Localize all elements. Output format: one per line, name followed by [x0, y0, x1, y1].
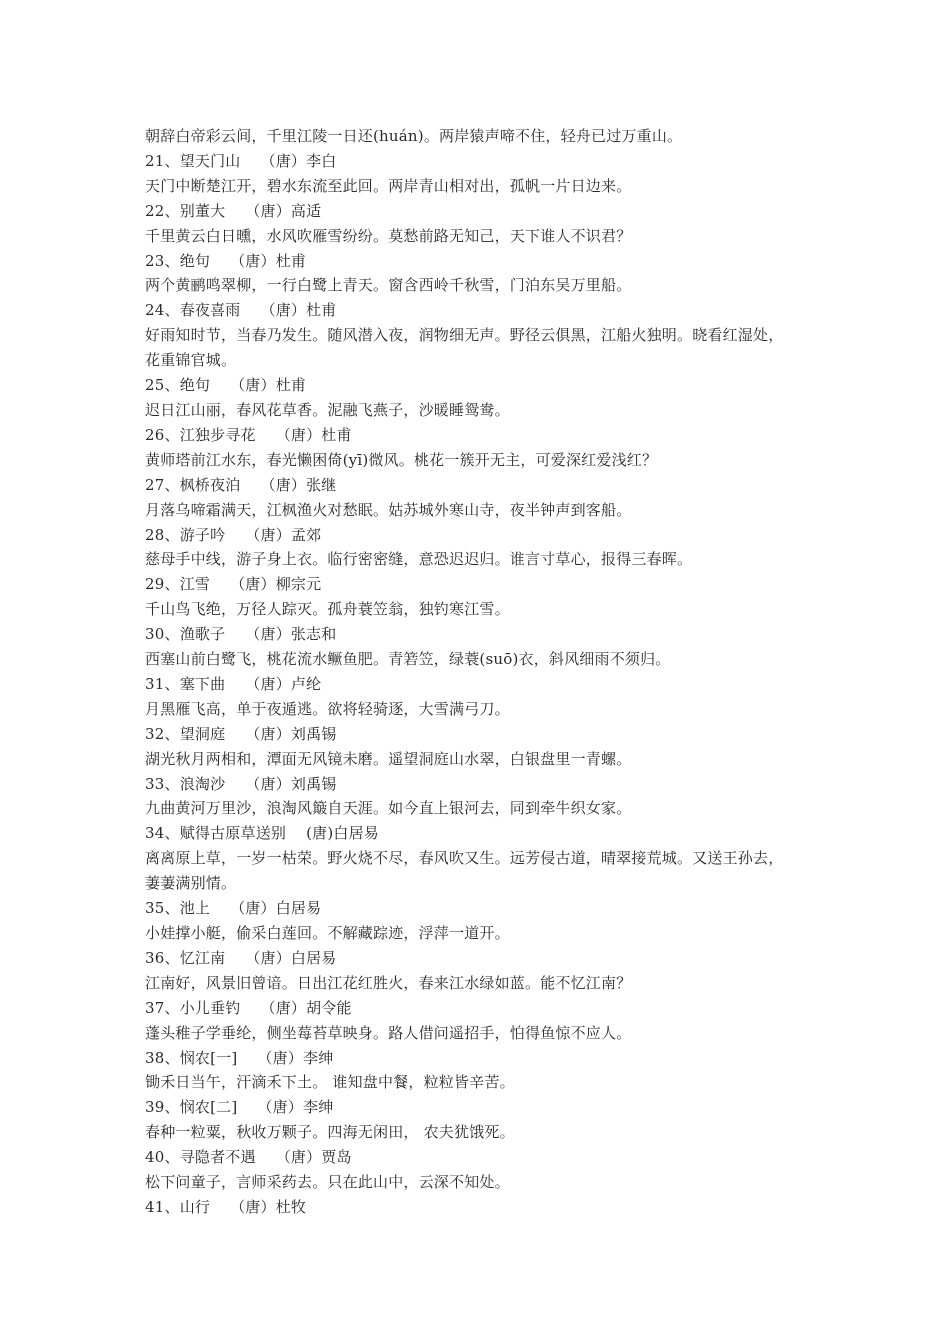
poem-number: 30、 [145, 625, 180, 644]
poem-title: 忆江南 [179, 948, 226, 967]
poem-author: （唐）刘禹锡 [245, 774, 337, 793]
poem-number: 41、 [145, 1197, 180, 1216]
poem-author: （唐）卢纶 [245, 674, 322, 693]
poem-heading [145, 1145, 815, 1170]
poem-text-line: 湖光秋月两相和，潭面无风镜未磨。遥望洞庭山水翠，白银盘里一青螺。 [145, 749, 632, 768]
poem-title: 寻隐者不遇 [179, 1148, 256, 1167]
poem-title: 绝句 [179, 251, 211, 270]
poem-text-line: 千山鸟飞绝，万径人踪灭。孤舟蓑笠翁，独钓寒江雪。 [145, 600, 510, 619]
poem-heading [145, 722, 815, 747]
poem-author: （唐）白居易 [245, 948, 337, 967]
poem-text-line: 离离原上草，一岁一枯荣。野火烧不尽，春风吹又生。远芳侵古道，晴翠接荒城。又送王孙去， [145, 849, 784, 868]
poem-number: 21、 [145, 151, 180, 170]
poem-heading [145, 199, 815, 224]
poem-text-line: 迟日江山丽，春风花草香。泥融飞燕子，沙暖睡鸳鸯。 [145, 400, 510, 419]
poem-heading [145, 772, 815, 797]
poem-number: 22、 [145, 201, 180, 220]
poem-text-line: 花重锦官城。 [145, 351, 237, 370]
poem-heading [145, 373, 815, 398]
poem-author: （唐）杜甫 [260, 301, 337, 320]
poem-title: 江雪 [179, 575, 211, 594]
poem-author: （唐）杜甫 [230, 251, 307, 270]
poem-text-line: 朝辞白帝彩云间，千里江陵一日还(huán)。两岸猿声啼不住，轻舟已过万重山。 [145, 127, 683, 145]
poem-author: （唐）李绅 [257, 1048, 334, 1067]
poem-number: 24、 [145, 301, 180, 320]
poem-author: （唐）杜甫 [275, 425, 352, 444]
poem-number: 35、 [145, 899, 180, 918]
poem-text-line: 天门中断楚江开，碧水东流至此回。两岸青山相对出，孤帆一片日边来。 [145, 176, 632, 195]
poem-author: (唐)白居易 [306, 824, 379, 843]
poem-author: （唐）张志和 [245, 625, 337, 644]
poem-title: 悯农[一] [179, 1048, 238, 1067]
poem-heading [145, 523, 815, 548]
poem-title: 塞下曲 [179, 674, 226, 693]
poem-heading [145, 473, 815, 498]
poem-number: 40、 [145, 1148, 180, 1167]
poem-author: （唐）杜甫 [230, 376, 307, 395]
poem-number: 28、 [145, 525, 180, 544]
poem-author: （唐）杜牧 [230, 1197, 307, 1216]
poem-heading [145, 946, 815, 971]
poem-heading [145, 1046, 815, 1071]
poem-author: （唐）刘禹锡 [245, 724, 337, 743]
poem-author: （唐）李白 [260, 151, 337, 170]
poem-heading [145, 298, 815, 323]
poem-number: 36、 [145, 948, 180, 967]
poem-title: 枫桥夜泊 [179, 475, 241, 494]
poem-author: （唐）白居易 [230, 899, 322, 918]
poem-text-line: 九曲黄河万里沙，浪淘风簸自天涯。如今直上银河去，同到牵牛织女家。 [145, 799, 632, 818]
poem-text-line: 慈母手中线，游子身上衣。临行密密缝，意恐迟迟归。谁言寸草心，报得三春晖。 [145, 550, 693, 569]
poem-title: 别董大 [179, 201, 226, 220]
poem-author: （唐）贾岛 [275, 1148, 352, 1167]
poem-title: 山行 [179, 1197, 211, 1216]
poem-number: 31、 [145, 674, 180, 693]
poem-heading [145, 821, 815, 846]
poem-number: 37、 [145, 998, 180, 1017]
poem-title: 绝句 [179, 376, 211, 395]
poem-text-line: 月落乌啼霜满天，江枫渔火对愁眠。姑苏城外寒山寺，夜半钟声到客船。 [145, 500, 632, 519]
poem-title: 望洞庭 [179, 724, 226, 743]
poem-heading [145, 572, 815, 597]
poem-heading [145, 249, 815, 274]
poem-title: 池上 [179, 899, 211, 918]
poem-number: 33、 [145, 774, 180, 793]
poem-text-line: 两个黄鹂鸣翠柳，一行白鹭上青天。窗含西岭千秋雪，门泊东吴万里船。 [145, 276, 632, 295]
poem-author: （唐）李绅 [257, 1098, 334, 1117]
poem-number: 23、 [145, 251, 180, 270]
poem-title: 春夜喜雨 [179, 301, 241, 320]
poem-text-line: 黄师塔前江水东，春光懒困倚(yī)微风。桃花一簇开无主，可爱深红爱浅红？ [145, 450, 658, 469]
poem-number: 27、 [145, 475, 180, 494]
poem-heading [145, 672, 815, 697]
poem-text-line: 月黑雁飞高，单于夜遁逃。欲将轻骑逐，大雪满弓刀。 [145, 699, 510, 718]
poem-heading [145, 1095, 815, 1120]
poem-title: 江独步寻花 [179, 425, 256, 444]
poem-title: 浪淘沙 [179, 774, 226, 793]
poem-text-line: 西塞山前白鹭飞，桃花流水鳜鱼肥。青箬笠，绿蓑(suō)衣，斜风细雨不须归。 [145, 650, 671, 669]
poem-number: 34、 [145, 824, 180, 843]
poem-text-line: 千里黄云白日曛，水风吹雁雪纷纷。莫愁前路无知己，天下谁人不识君？ [145, 226, 632, 245]
poem-author: （唐）高适 [245, 201, 322, 220]
poem-number: 39、 [145, 1098, 180, 1117]
poem-author: （唐）孟郊 [245, 525, 322, 544]
poem-heading [145, 996, 815, 1021]
poem-text-line: 小娃撑小艇，偷采白莲回。不解藏踪迹，浮萍一道开。 [145, 924, 510, 942]
poem-text-line: 锄禾日当午，汗滴禾下土。 谁知盘中餐，粒粒皆辛苦。 [145, 1073, 515, 1092]
poem-title: 渔歌子 [179, 625, 226, 644]
poem-list [145, 124, 815, 1220]
poem-heading [145, 896, 815, 921]
poem-title: 望天门山 [179, 151, 241, 170]
poem-heading [145, 1195, 815, 1220]
poem-text-line: 好雨知时节，当春乃发生。随风潜入夜，润物细无声。野径云俱黑，江船火独明。晓看红湿处， [145, 326, 784, 345]
poem-text-line: 春种一粒粟，秋收万颗子。四海无闲田， 农夫犹饿死。 [145, 1123, 515, 1142]
poem-number: 38、 [145, 1048, 180, 1067]
poem-text-line: 萋萋满别情。 [145, 874, 237, 893]
poem-text-line: 江南好，风景旧曾谙。日出江花红胜火，春来江水绿如蓝。能不忆江南？ [145, 973, 632, 992]
poem-number: 26、 [145, 425, 180, 444]
poem-heading [145, 149, 815, 174]
poem-author: （唐）胡令能 [260, 998, 352, 1017]
poem-title: 小儿垂钓 [179, 998, 241, 1017]
poem-number: 25、 [145, 376, 180, 395]
poem-number: 29、 [145, 575, 180, 594]
poem-title: 游子吟 [179, 525, 226, 544]
poem-heading [145, 622, 815, 647]
poem-number: 32、 [145, 724, 180, 743]
poem-author: （唐）柳宗元 [230, 575, 322, 594]
poem-text-line: 蓬头稚子学垂纶，侧坐莓苔草映身。路人借问遥招手，怕得鱼惊不应人。 [145, 1023, 632, 1042]
poem-title: 赋得古原草送别 [179, 824, 287, 843]
poem-author: （唐）张继 [260, 475, 337, 494]
poem-heading [145, 423, 815, 448]
poem-text-line: 松下问童子，言师采药去。只在此山中，云深不知处。 [145, 1173, 510, 1192]
poem-title: 悯农[二] [179, 1098, 238, 1117]
